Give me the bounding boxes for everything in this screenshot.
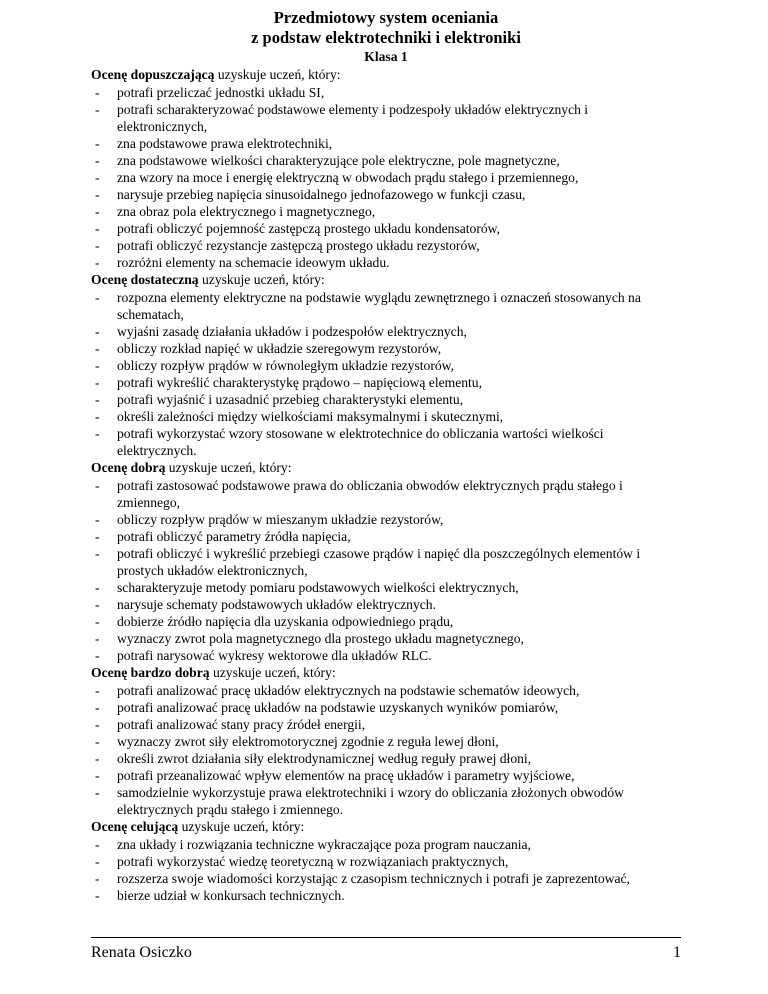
bullet-dash: - — [95, 546, 100, 561]
criteria-list — [91, 477, 681, 664]
list-item — [91, 750, 681, 767]
list-item — [91, 545, 681, 579]
list-item-text: rozróżni elementy na schemacie ideowym układu. — [117, 255, 390, 270]
list-item — [91, 357, 681, 374]
bullet-dash: - — [95, 854, 100, 869]
list-item-text: potrafi obliczyć parametry źródła napięcia, — [117, 529, 351, 544]
list-item — [91, 374, 681, 391]
page-footer — [91, 937, 681, 962]
list-item — [91, 425, 681, 459]
list-item-text: narysuje schematy podstawowych układów elektrycznych. — [117, 597, 436, 612]
list-item — [91, 169, 681, 186]
bullet-dash: - — [95, 529, 100, 544]
list-item — [91, 511, 681, 528]
list-item — [91, 716, 681, 733]
bullet-dash: - — [95, 255, 100, 270]
list-item-text: zna podstawowe wielkości charakteryzujące pole elektryczne, pole magnetyczne, — [117, 153, 560, 168]
list-item-text: potrafi scharakteryzować podstawowe elementy i podzespoły układów elektrycznych i elektronicznych, — [117, 102, 589, 134]
bullet-dash: - — [95, 136, 100, 151]
list-item — [91, 682, 681, 699]
bullet-dash: - — [95, 837, 100, 852]
list-item-text: rozpozna elementy elektryczne na podstawie wyglądu zewnętrznego i oznaczeń stosowanych na schematach, — [117, 290, 641, 322]
section-heading-rest: uzyskuje uczeń, który: — [214, 67, 341, 82]
list-item — [91, 887, 681, 904]
list-item — [91, 186, 681, 203]
bullet-dash: - — [95, 683, 100, 698]
section-heading-rest: uzyskuje uczeń, który: — [165, 460, 292, 475]
criteria-list — [91, 289, 681, 459]
bullet-dash: - — [95, 734, 100, 749]
bullet-dash: - — [95, 85, 100, 100]
bullet-dash: - — [95, 324, 100, 339]
list-item — [91, 596, 681, 613]
list-item — [91, 340, 681, 357]
bullet-dash: - — [95, 512, 100, 527]
grade-name: Ocenę dopuszczającą — [91, 67, 215, 82]
list-item-text: potrafi wykorzystać wzory stosowane w elektrotechnice do obliczania wartości wielkości elektrycznych. — [117, 426, 604, 458]
list-item — [91, 289, 681, 323]
bullet-dash: - — [95, 717, 100, 732]
bullet-dash: - — [95, 871, 100, 886]
list-item-text: potrafi analizować pracę układów elektrycznych na podstawie schematów ideowych, — [117, 683, 580, 698]
list-item-text: zna układy i rozwiązania techniczne wykraczające poza program nauczania, — [117, 837, 531, 852]
section-heading-rest: uzyskuje uczeń, który: — [209, 665, 336, 680]
bullet-dash: - — [95, 409, 100, 424]
section-heading-rest: uzyskuje uczeń, który: — [178, 819, 305, 834]
list-item — [91, 391, 681, 408]
list-item-text: potrafi narysować wykresy wektorowe dla układów RLC. — [117, 648, 432, 663]
document-page — [91, 8, 681, 904]
bullet-dash: - — [95, 341, 100, 356]
bullet-dash: - — [95, 238, 100, 253]
list-item-text: potrafi obliczyć i wykreślić przebiegi czasowe prądów i napięć dla poszczególnych elementów i prostych układów elektronicznych, — [117, 546, 641, 578]
list-item-text: potrafi wykorzystać wiedzę teoretyczną w rozwiązaniach praktycznych, — [117, 854, 509, 869]
bullet-dash: - — [95, 751, 100, 766]
list-item-text: potrafi zastosować podstawowe prawa do obliczania obwodów elektrycznych prądu stałego i zmiennego, — [117, 478, 623, 510]
list-item-text: obliczy rozpływ prądów w mieszanym układzie rezystorów, — [117, 512, 444, 527]
bullet-dash: - — [95, 614, 100, 629]
list-item — [91, 630, 681, 647]
list-item-text: obliczy rozpływ prądów w równoległym układzie rezystorów, — [117, 358, 454, 373]
footer-author: Renata Osiczko — [91, 944, 192, 961]
list-item-text: określi zależności między wielkościami maksymalnymi i skutecznymi, — [117, 409, 504, 424]
list-item-text: zna wzory na moce i energię elektryczną w obwodach prądu stałego i przemiennego, — [117, 170, 579, 185]
bullet-dash: - — [95, 478, 100, 493]
list-item-text: samodzielnie wykorzystuje prawa elektrotechniki i wzory do obliczania złożonych obwodów elektrycznych prądu stałego i zmiennego. — [117, 785, 624, 817]
bullet-dash: - — [95, 358, 100, 373]
criteria-list — [91, 836, 681, 904]
list-item-text: obliczy rozkład napięć w układzie szeregowym rezystorów, — [117, 341, 442, 356]
list-item-text: zna podstawowe prawa elektrotechniki, — [117, 136, 333, 151]
list-item-text: scharakteryzuje metody pomiaru podstawowych wielkości elektrycznych, — [117, 580, 519, 595]
section-heading — [91, 818, 681, 836]
criteria-list — [91, 682, 681, 818]
list-item — [91, 699, 681, 716]
list-item-text: bierze udział w konkursach technicznych. — [117, 888, 345, 903]
list-item-text: potrafi przeliczać jednostki układu SI, — [117, 85, 325, 100]
list-item-text: określi zwrot działania siły elektrodynamicznej według reguły prawej dłoni, — [117, 751, 532, 766]
list-item-text: potrafi analizować stany pracy źródeł energii, — [117, 717, 366, 732]
list-item — [91, 853, 681, 870]
document-title-line1: Przedmiotowy system oceniania — [273, 8, 499, 27]
list-item-text: potrafi przeanalizować wpływ elementów na pracę układów i parametry wyjściowe, — [117, 768, 575, 783]
section-heading — [91, 66, 681, 84]
bullet-dash: - — [95, 597, 100, 612]
list-item — [91, 613, 681, 630]
list-item — [91, 836, 681, 853]
bullet-dash: - — [95, 102, 100, 117]
list-item-text: dobierze źródło napięcia dla uzyskania odpowiedniego prądu, — [117, 614, 454, 629]
list-item — [91, 254, 681, 271]
bullet-dash: - — [95, 785, 100, 800]
list-item-text: wyznaczy zwrot pola magnetycznego dla prostego układu magnetycznego, — [117, 631, 524, 646]
list-item-text: potrafi obliczyć rezystancje zastępczą prostego układu rezystorów, — [117, 238, 480, 253]
section-heading — [91, 271, 681, 289]
list-item — [91, 84, 681, 101]
grade-name: Ocenę bardzo dobrą — [91, 665, 210, 680]
list-item — [91, 237, 681, 254]
list-item — [91, 870, 681, 887]
bullet-dash: - — [95, 187, 100, 202]
list-item — [91, 477, 681, 511]
bullet-dash: - — [95, 648, 100, 663]
bullet-dash: - — [95, 888, 100, 903]
bullet-dash: - — [95, 426, 100, 441]
list-item — [91, 528, 681, 545]
bullet-dash: - — [95, 170, 100, 185]
list-item-text: potrafi analizować pracę układów na podstawie uzyskanych wyników pomiarów, — [117, 700, 559, 715]
list-item-text: zna obraz pola elektrycznego i magnetycznego, — [117, 204, 376, 219]
bullet-dash: - — [95, 290, 100, 305]
list-item — [91, 408, 681, 425]
criteria-list — [91, 84, 681, 271]
list-item-text: wyjaśni zasadę działania układów i podzespołów elektrycznych, — [117, 324, 467, 339]
bullet-dash: - — [95, 392, 100, 407]
section-heading — [91, 459, 681, 477]
grade-sections — [91, 66, 681, 904]
list-item-text: potrafi wykreślić charakterystykę prądowo – napięciową elementu, — [117, 375, 483, 390]
section-heading — [91, 664, 681, 682]
footer-page-number: 1 — [673, 944, 681, 961]
section-heading-rest: uzyskuje uczeń, który: — [198, 272, 325, 287]
document-title-line2: z podstaw elektrotechniki i elektroniki — [251, 28, 521, 47]
grade-name: Ocenę dostateczną — [91, 272, 199, 287]
grade-name: Ocenę celującą — [91, 819, 179, 834]
grade-name: Ocenę dobrą — [91, 460, 166, 475]
list-item — [91, 135, 681, 152]
bullet-dash: - — [95, 700, 100, 715]
list-item — [91, 220, 681, 237]
list-item-text: potrafi wyjaśnić i uzasadnić przebieg charakterystyki elementu, — [117, 392, 464, 407]
list-item — [91, 203, 681, 220]
bullet-dash: - — [95, 768, 100, 783]
list-item-text: rozszerza swoje wiadomości korzystając z czasopism technicznych i potrafi je zaprezentować, — [117, 871, 630, 886]
list-item — [91, 647, 681, 664]
bullet-dash: - — [95, 221, 100, 236]
list-item — [91, 101, 681, 135]
list-item-text: narysuje przebieg napięcia sinusoidalnego jednofazowego w funkcji czasu, — [117, 187, 526, 202]
list-item-text: potrafi obliczyć pojemność zastępczą prostego układu kondensatorów, — [117, 221, 501, 236]
list-item-text: wyznaczy zwrot siły elektromotorycznej zgodnie z reguła lewej dłoni, — [117, 734, 499, 749]
bullet-dash: - — [95, 580, 100, 595]
class-label: Klasa 1 — [364, 49, 408, 64]
list-item — [91, 767, 681, 784]
list-item — [91, 323, 681, 340]
bullet-dash: - — [95, 631, 100, 646]
list-item — [91, 733, 681, 750]
list-item — [91, 152, 681, 169]
list-item — [91, 784, 681, 818]
bullet-dash: - — [95, 375, 100, 390]
list-item — [91, 579, 681, 596]
bullet-dash: - — [95, 153, 100, 168]
bullet-dash: - — [95, 204, 100, 219]
